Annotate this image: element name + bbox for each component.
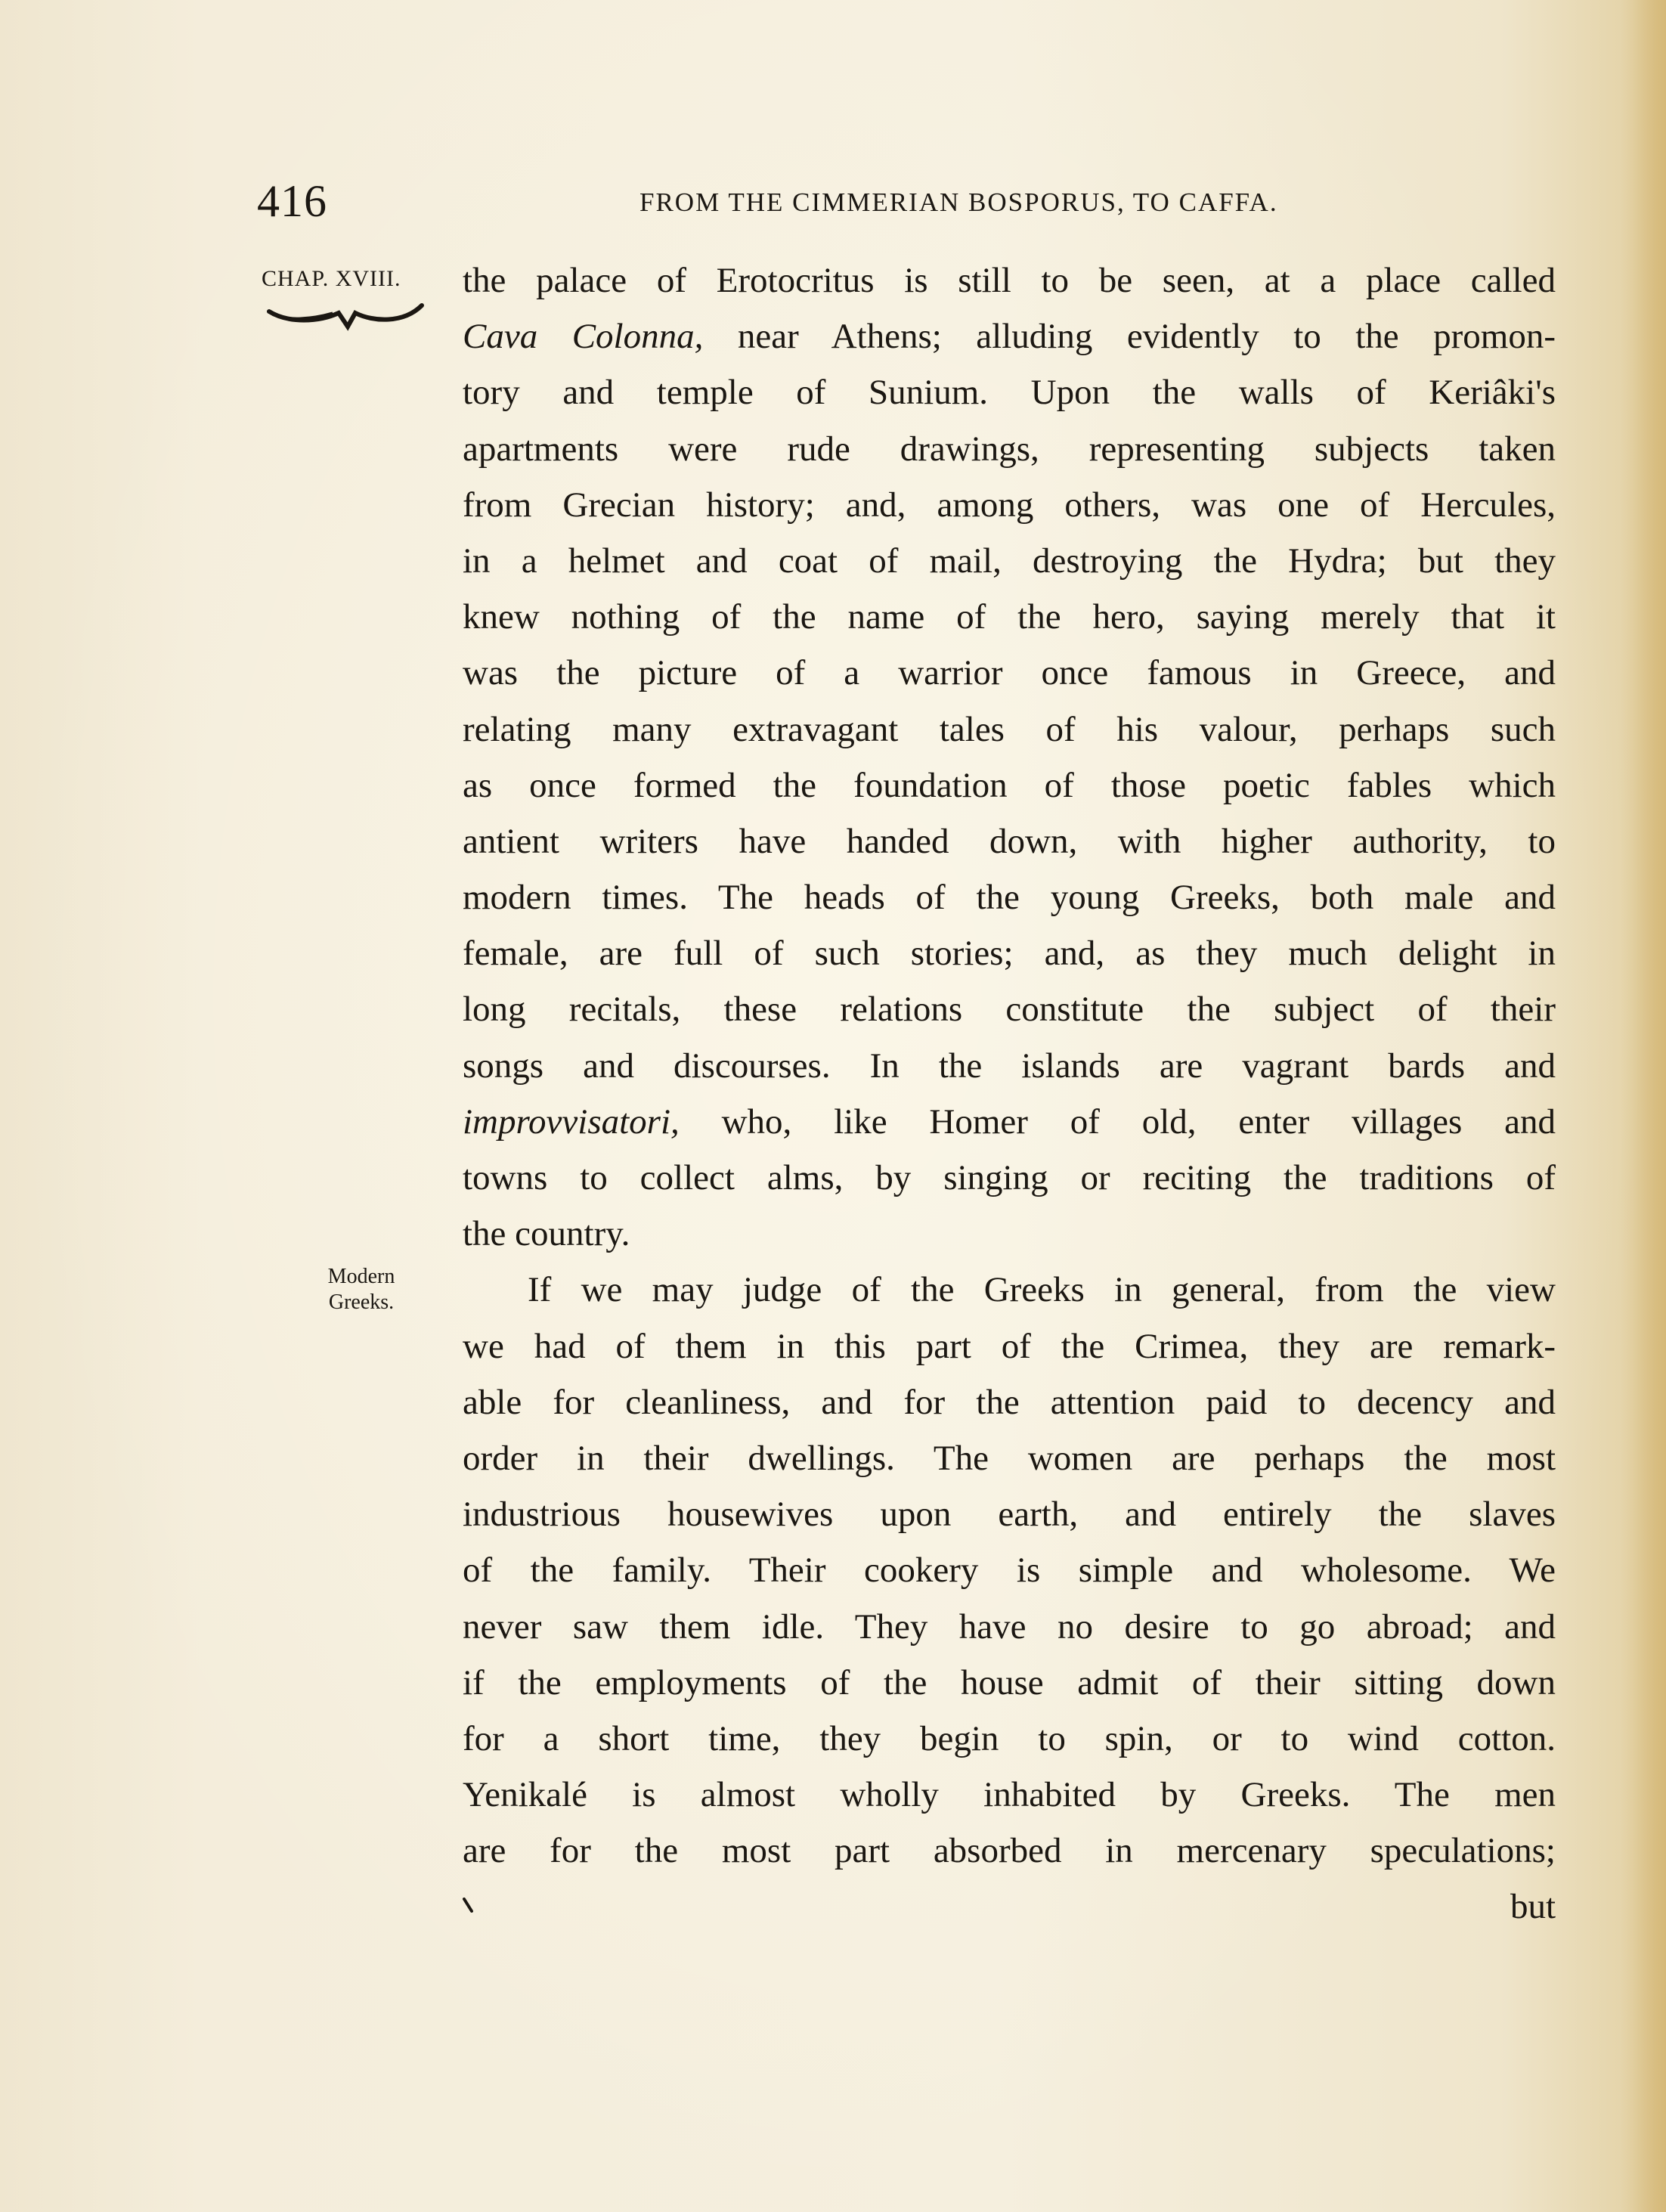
text-line: modern times. The heads of the young Greeks, both male and [463,878,1556,918]
text-line: relating many extravagant tales of his valour, perhaps such [463,709,1556,749]
text-line: industrious housewives upon earth, and entirely the slaves [463,1495,1556,1535]
ink-mark-icon [463,1898,473,1913]
text-line: able for cleanliness, and for the attention paid to decency and [463,1382,1556,1422]
text-line [463,308,1556,364]
body-text [463,252,1556,1935]
catchword: but [1510,1887,1556,1927]
text-line: long recitals, these relations constitute the subject of their [463,990,1556,1030]
text-line: never saw them idle. They have no desire to go abroad; and [463,1606,1556,1647]
text-line: Yenikalé is almost wholly inhabited by Greeks. The men [463,1775,1556,1815]
text-line: the country. [463,1214,630,1254]
text-line: apartments were rude drawings, representing subjects taken [463,429,1556,469]
text-line: the palace of Erotocritus is still to be seen, at a place called [463,261,1556,300]
text-line: in a helmet and coat of mail, destroying the Hydra; but they [463,541,1556,581]
text-line: was the picture of a warrior once famous in Greece, and [463,653,1556,693]
text-line: as once formed the foundation of those poetic fables which [463,765,1556,805]
side-note-line: Modern [327,1265,395,1288]
italic-term: improvvisatori, [463,1101,680,1142]
text-line: tory and temple of Sunium. Upon the walls of Keriâki's [463,373,1556,413]
text-line: from Grecian history; and, among others, was one of Hercules, [463,485,1556,525]
italic-place-name: Cava Colonna, [463,317,704,357]
bracket-ornament-icon [266,301,425,336]
text-line: we had of them in this part of the Crimea, they are remark- [463,1326,1556,1366]
page-edge-shadow [1621,0,1666,2212]
page-number: 416 [257,176,327,226]
text-line: order in their dwellings. The women are perhaps the most [463,1438,1556,1478]
text-line: songs and discourses. In the islands are vagrant bards and [463,1046,1556,1086]
text-line: are for the most part absorbed in mercenary speculations; [463,1831,1556,1871]
paragraph-start-line: If we may judge of the Greeks in general, from the view [528,1270,1556,1310]
side-note [301,1264,422,1315]
side-note-line: Greeks. [328,1290,395,1314]
text-line: if the employments of the house admit of their sitting down [463,1662,1556,1702]
text-line: for a short time, they begin to spin, or to wind cotton. [463,1718,1556,1758]
text-line: knew nothing of the name of the hero, saying merely that it [463,597,1556,637]
text-line: of the family. Their cookery is simple and wholesome. We [463,1551,1556,1591]
text-line [463,1094,1556,1150]
text-line: antient writers have handed down, with higher authority, to [463,821,1556,861]
text-line: female, are full of such stories; and, as they much delight in [463,934,1556,974]
text-line-rest: near Athens; alluding evidently to the promon- [737,317,1556,357]
text-line-rest: who, like Homer of old, enter villages and [721,1101,1556,1142]
running-title: FROM THE CIMMERIAN BOSPORUS, TO CAFFA. [639,187,1278,217]
chapter-label: CHAP. XVIII. [262,266,401,291]
text-line: towns to collect alms, by singing or reciting the traditions of [463,1158,1556,1197]
